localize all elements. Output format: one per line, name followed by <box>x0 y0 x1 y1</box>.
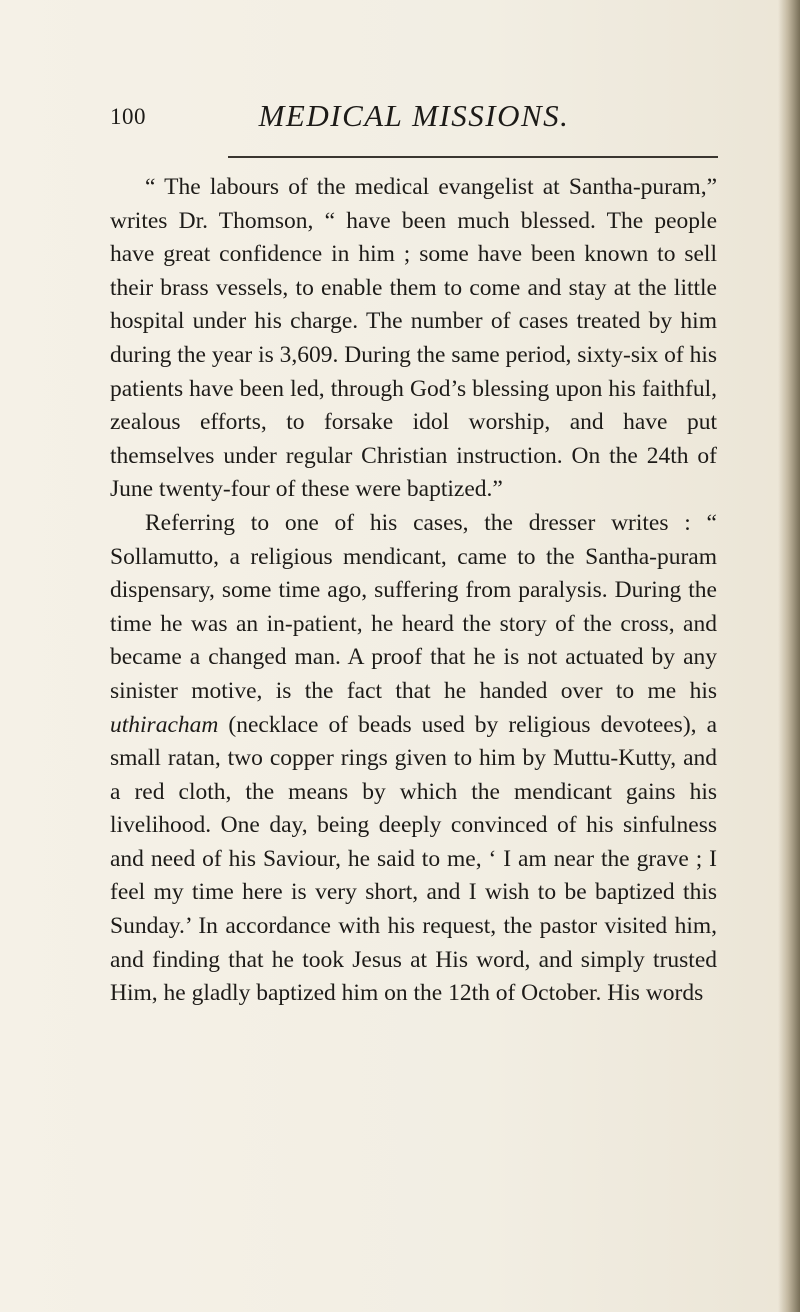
page-edge-shadow <box>778 0 800 1312</box>
page-header <box>110 98 718 148</box>
body-text <box>110 171 717 1011</box>
italic-term: uthiracham <box>110 711 219 738</box>
paragraph-2-text-a: Referring to one of his cases, the dresser writes : “ Sollamutto, a religious mendicant, came to the Santha-puram dispensary, some time ago, suffering from paralysis. During the time he was an in-patient, he heard the story of the cross, and became a changed man. A proof that he is not actuated by any sinister motive, is the fact that he handed over to me his <box>110 509 717 704</box>
running-head: MEDICAL MISSIONS. <box>258 98 570 133</box>
paragraph-1: “ The labours of the medical evangelist at Santha-puram,” writes Dr. Thomson, “ have been much blessed. The people have great confidence in him ; some have been known to sell their brass vessels, to enable them to come and stay at the little hospital under his charge. The number of cases treated by him during the year is 3,609. During the same period, sixty-six of his patients have been led, through God’s blessing upon his faithful, zealous efforts, to forsake idol worship, and have put themselves under regular Christian instruction. On the 24th of June twenty-four of these were baptized.” <box>110 174 717 503</box>
header-rule <box>228 156 718 158</box>
paragraph-2-text-b: (necklace of beads used by religious devotees), a small ratan, two copper rings given to him by Muttu-Kutty, and a red cloth, the means by which the mendicant gains his livelihood. One day, being deeply convinced of his sinfulness and need of his Saviour, he said to me, ‘ I am near the grave ; I feel my time here is very short, and I wish to be baptized this Sunday.’ In accordance with his request, the pastor visited him, and finding that he took Jesus at His word, and simply trusted Him, he gladly baptized him on the 12th of October. His words <box>110 711 717 1007</box>
paragraph-2 <box>110 507 717 1011</box>
page-number: 100 <box>110 104 146 129</box>
